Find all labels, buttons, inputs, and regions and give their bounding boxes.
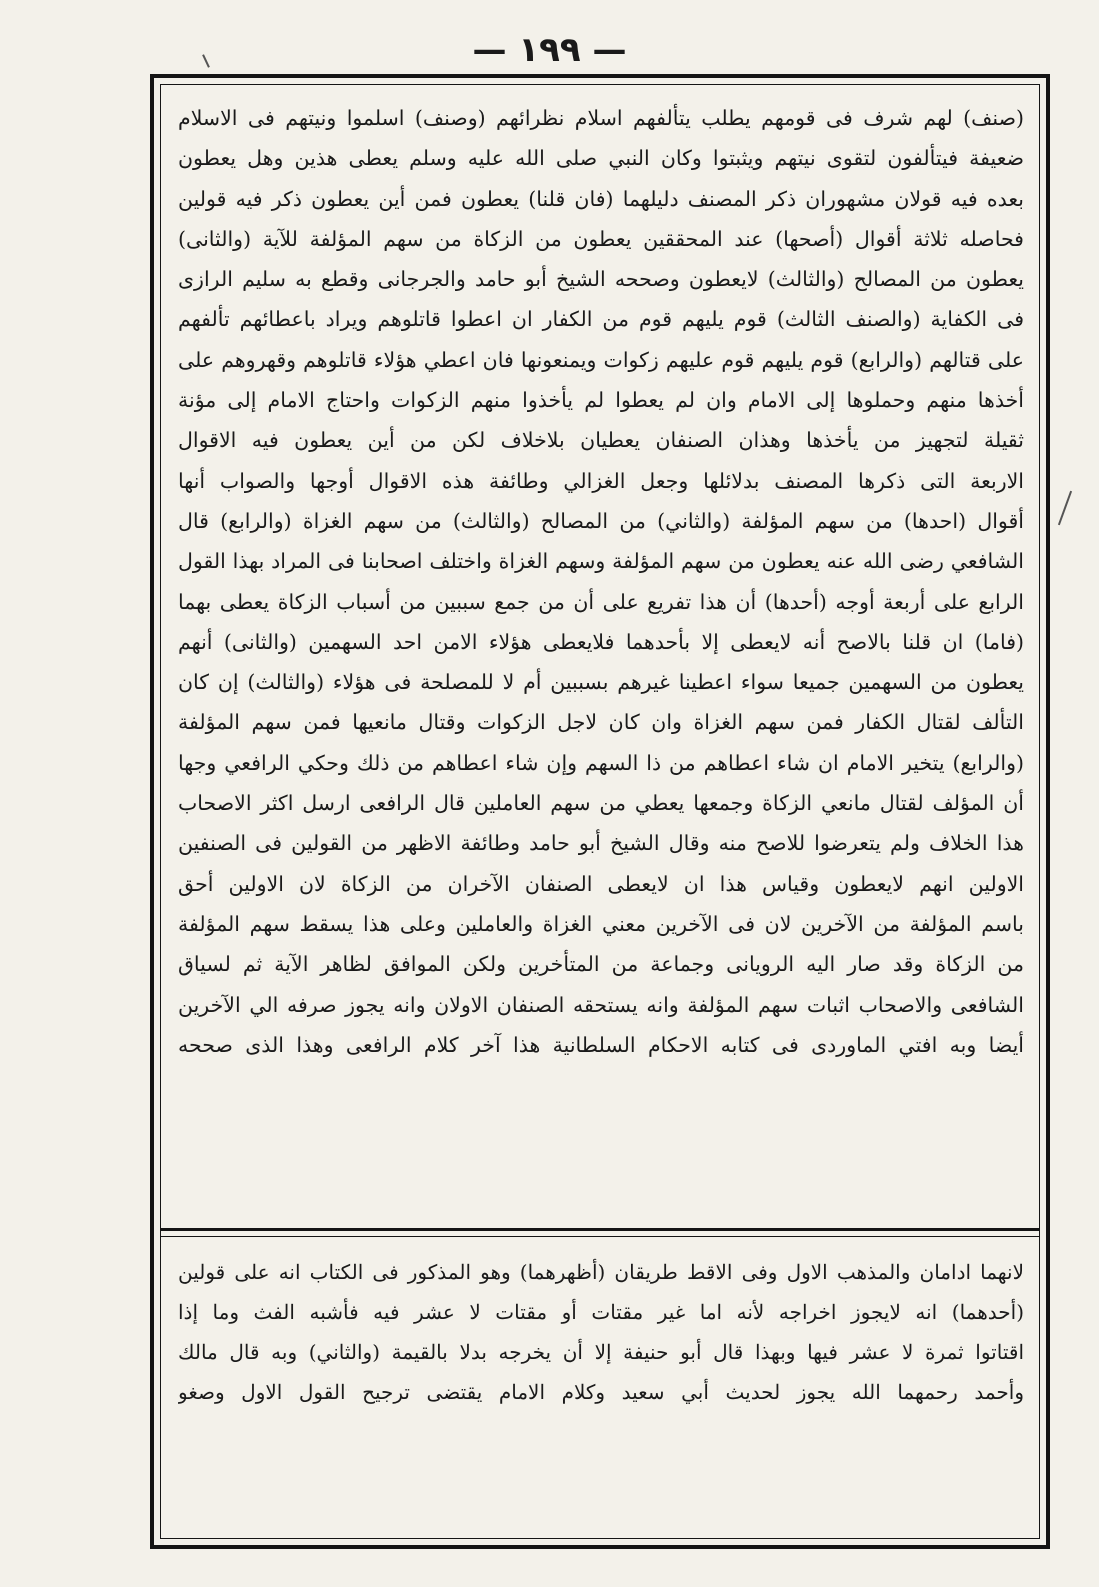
footnote-line: (أحدهما) انه لايجوز اخراجه لأنه اما غير مقتات أو مقتات لا عشر فيه فأشبه الفث وما إذا xyxy=(178,1300,1024,1324)
text-line: يعطون من المصالح (والثالث) لايعطون وصححه الشيخ أبو حامد والجرجانى وقطع به سليم الرازى xyxy=(178,267,1024,292)
text-line: أن المؤلف لقتال مانعي الزكاة وجمعها يعطي من سهم العاملين قال الرافعى ارسل اكثر الاصحاب xyxy=(178,791,1024,816)
text-line: بعده فيه قولان مشهوران ذكر المصنف دليلهما (فان قلنا) يعطون فمن أين يعطون ذكر فيه قولين xyxy=(178,186,1024,211)
page-number: — ١٩٩ — xyxy=(472,30,627,70)
footnote-divider-thin xyxy=(160,1236,1040,1237)
text-line: الرابع على أربعة أوجه (أحدها) أن هذا تفريع على أن من جمع سببين من أسباب الزكاة يعطى بهما xyxy=(178,589,1024,614)
text-line: التألف لقتال الكفار فمن سهم الغزاة وان كان لاجل الزكوات وقتال مانعيها فمن سهم المؤلفة xyxy=(178,710,1024,735)
footnote-line: اقتاتوا ثمرة لا عشر فيها وبهذا قال أبو حنيفة إلا أن يخرجه بدلا بالقيمة (والثاني) وبه قال مالك xyxy=(178,1340,1024,1364)
text-line: فحاصله ثلاثة أقوال (أصحها) عند المحققين يعطون من الزكاة من سهم المؤلفة للآية (والثانى) xyxy=(178,226,1024,251)
text-line: ثقيلة لتجهيز من يأخذها وهذان الصنفان يعطيان بلاخلاف لكن من أين يعطون فيه الاقوال xyxy=(178,428,1024,453)
text-line: (فاما) ان قلنا بالاصح أنه لايعطى إلا بأحدهما فلايعطى هؤلاء الامن احد السهمين (والثانى) أنهم xyxy=(178,629,1024,654)
main-text-body xyxy=(178,98,1024,1065)
text-line: أقوال (احدها) من سهم المؤلفة (والثاني) من المصالح (والثالث) من سهم الغزاة (والرابع) قال xyxy=(178,508,1024,533)
text-line: من الزكاة وقد صار اليه الرويانى وجماعة من المتأخرين ولكن الموافق لظاهر الآية ثم لسياق xyxy=(178,952,1024,977)
text-line: على قتالهم (والرابع) قوم يليهم قوم عليهم زكوات ويمنعونها فان اعطي هؤلاء قاتلوهم وقهروهم على xyxy=(178,347,1024,372)
text-line: (والرابع) يتخير الامام ان شاء اعطاهم من ذا السهم وإن شاء اعطاهم من ذلك وحكي الرافعي وجها xyxy=(178,750,1024,775)
text-line: ضعيفة فيتألفون لتقوى نيتهم ويثبتوا وكان النبي صلى الله عليه وسلم يعطى هذين وهل يعطون xyxy=(178,146,1024,171)
text-line: الشافعي رضى الله عنه يعطون من سهم المؤلفة وسهم الغزاة واختلف اصحابنا فى المراد بهذا القول xyxy=(178,549,1024,574)
text-line: (صنف) لهم شرف فى قومهم يطلب يتألفهم اسلام نظرائهم (وصنف) اسلموا ونيتهم فى الاسلام xyxy=(178,106,1024,130)
footnote-text xyxy=(178,1252,1024,1412)
margin-pen-mark xyxy=(1058,491,1072,526)
footnote-divider xyxy=(160,1228,1040,1231)
text-line: الاربعة التى ذكرها المصنف بدلائلها وجعل الغزالي وطائفة هذه الاقوال أوجها والصواب أنها xyxy=(178,468,1024,493)
text-line: يعطون من السهمين جميعا سواء اعطينا غيرهم بسببين أم لا للمصلحة فى هؤلاء (والثالث) إن كان xyxy=(178,670,1024,695)
text-line: باسم المؤلفة من الآخرين لان فى الآخرين معني الغزاة والعاملين وعلى هذا يسقط سهم المؤلفة xyxy=(178,911,1024,936)
text-line: الشافعى والاصحاب اثبات سهم المؤلفة وانه يستحقه الصنفان الاولان وانه يجوز صرفه الي الآخرين xyxy=(178,992,1024,1017)
text-line: فى الكفاية (والصنف الثالث) قوم يليهم قوم من الكفار ان اعطوا قاتلوهم ويراد باعطائهم تألفهم xyxy=(178,307,1024,332)
text-line: أيضا وبه افتي الماوردى فى كتابه الاحكام السلطانية هذا آخر كلام الرافعى وهذا الذى صححه xyxy=(178,1032,1024,1057)
footnote-line: وأحمد رحمهما الله يجوز لحديث أبي سعيد وكلام الامام يقتضى ترجيح القول الاول وصغو xyxy=(178,1380,1024,1404)
footnote-line: لانهما ادامان والمذهب الاول وفى الاقط طريقان (أظهرهما) وهو المذكور فى الكتاب انه على قولين xyxy=(178,1260,1024,1284)
text-line: أخذها منهم وحملوها إلى الامام وان لم يعطوا لم يأخذوا منهم الزكوات واحتاج الامام إلى مؤنة xyxy=(178,388,1024,413)
text-line: الاولين انهم لايعطون وقياس هذا ان لايعطى الصنفان الآخران من الزكاة لان الاولين أحق xyxy=(178,871,1024,896)
text-line: هذا الخلاف ولم يتعرضوا للاصح منه وقال الشيخ أبو حامد وطائفة الاظهر من القولين فى الصنفين xyxy=(178,831,1024,856)
